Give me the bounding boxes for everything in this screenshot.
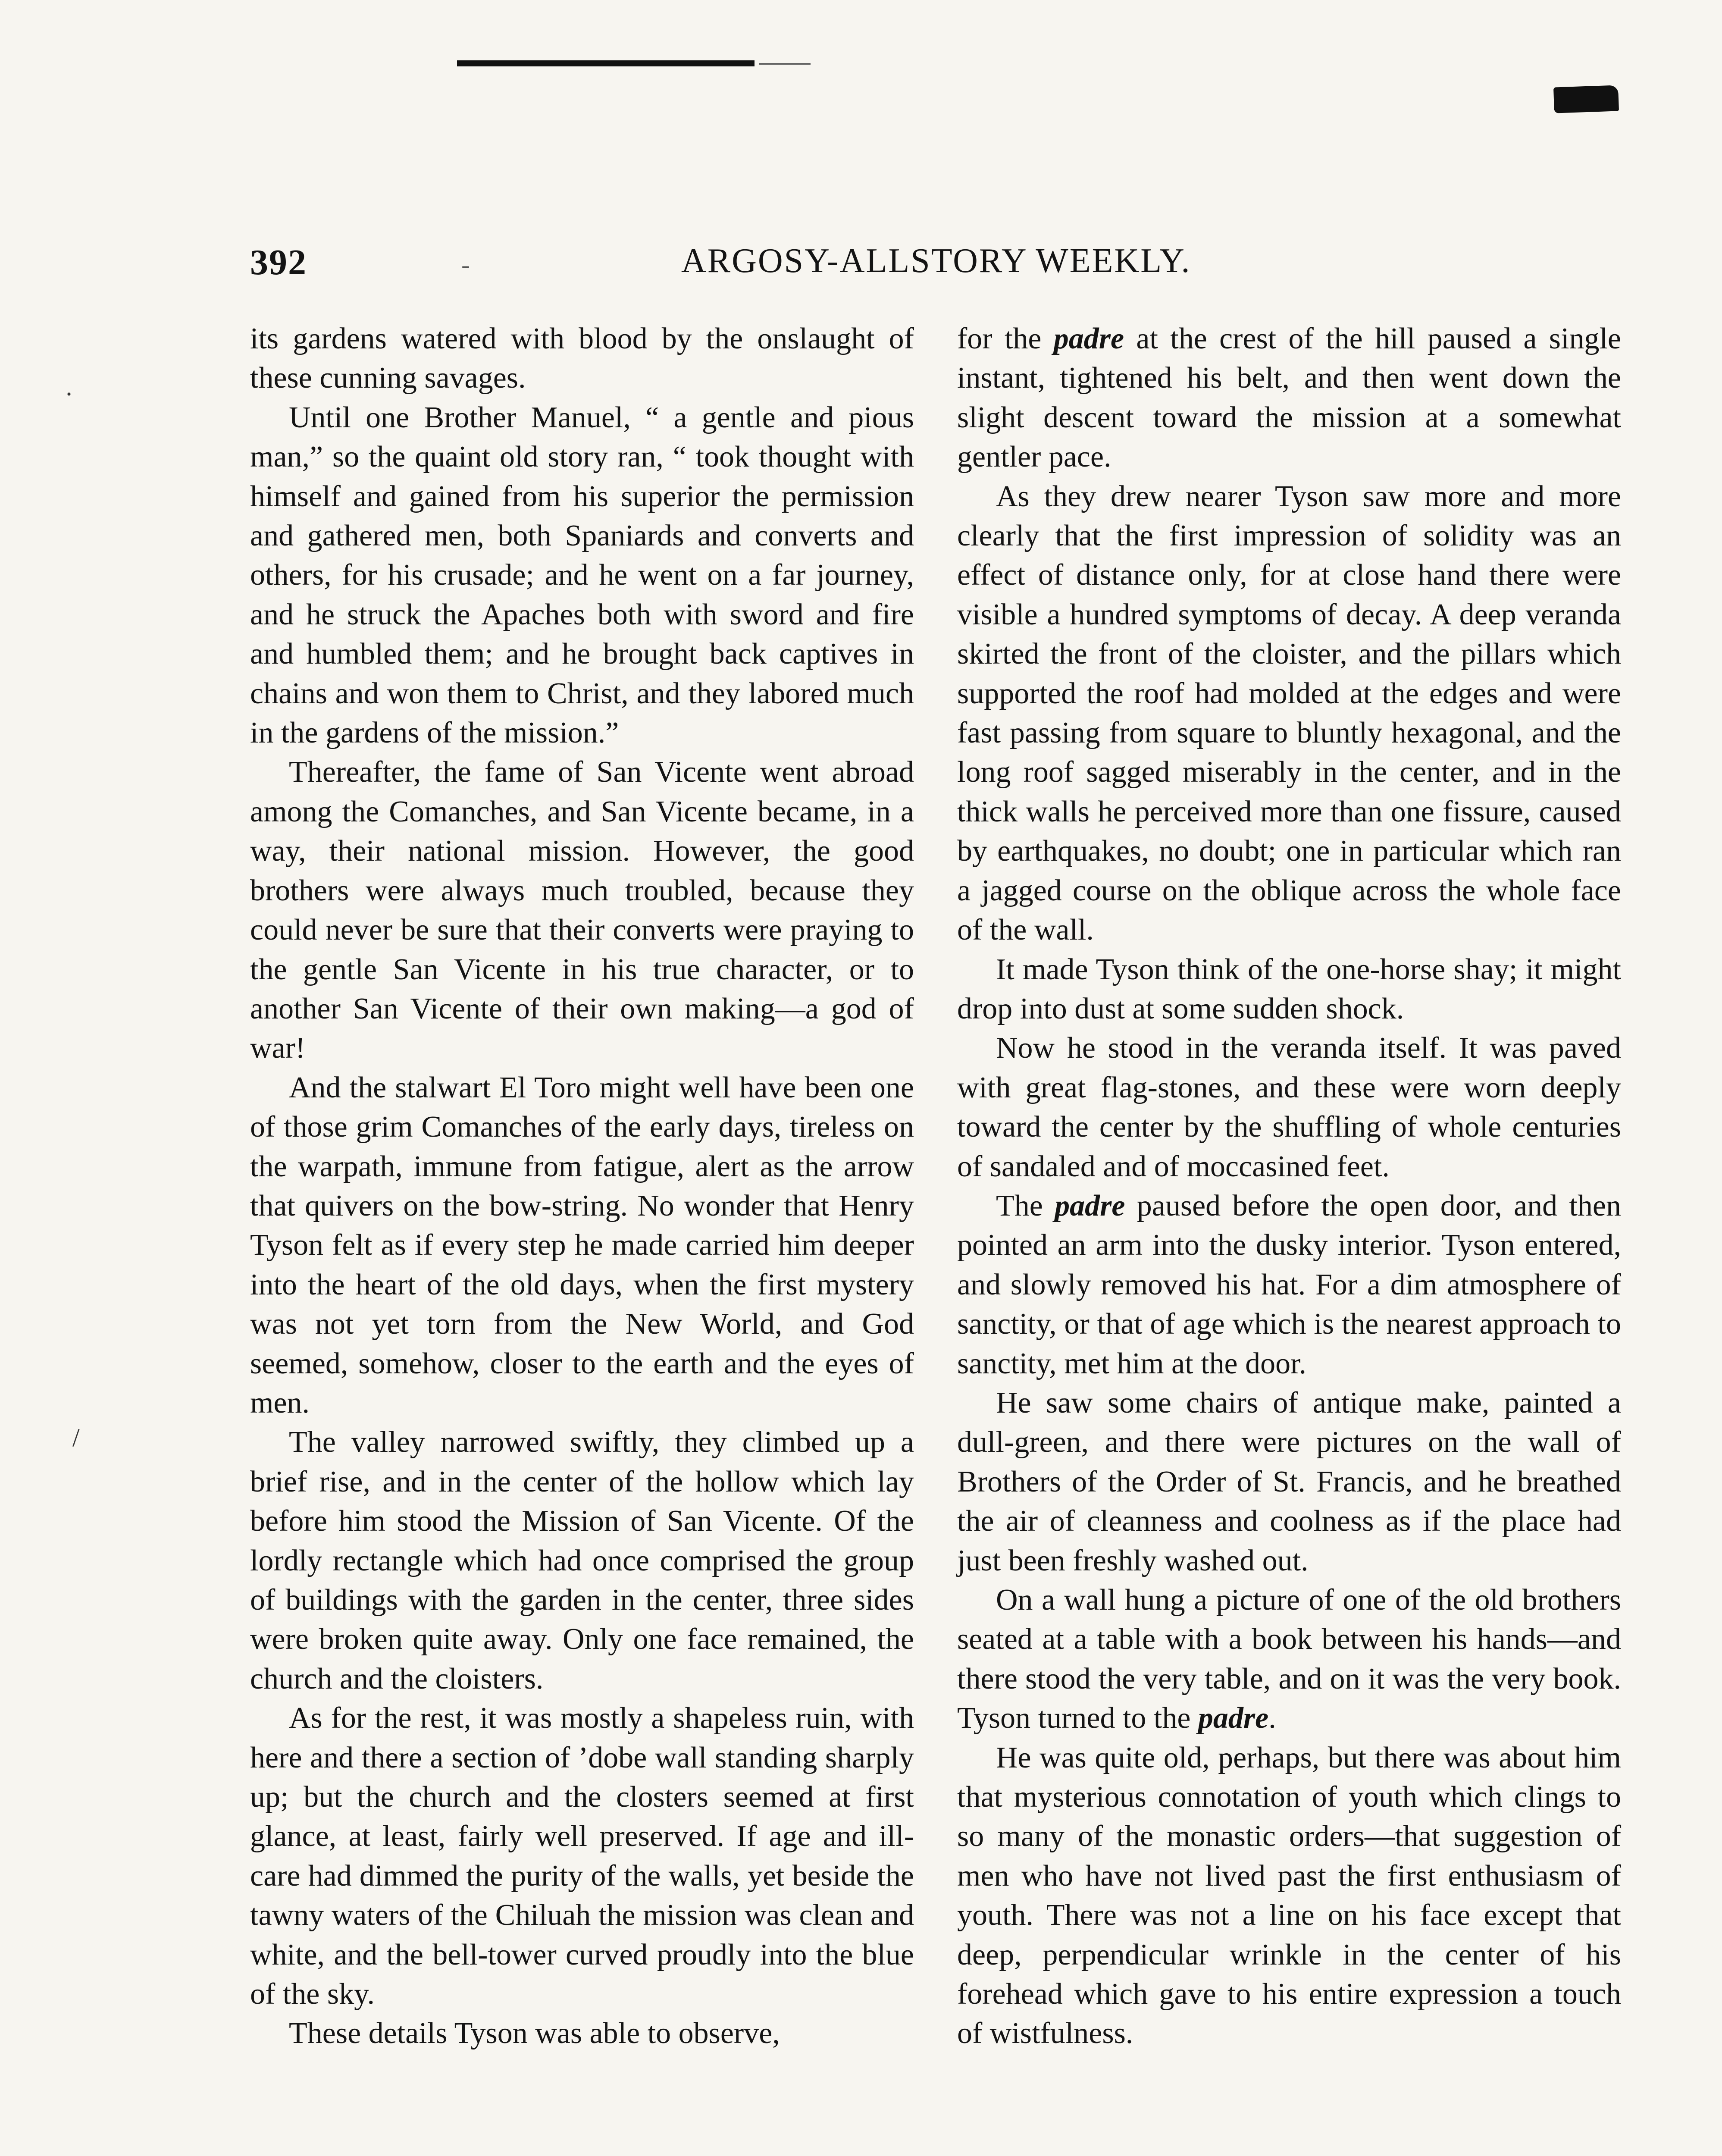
paragraph: The valley narrowed swiftly, they climbed up a brief rise, and in the center of the hollow which lay before him stood the Mission of San Vicente. Of the lordly rectangle which had once comprised the group of buildings with the garden in the center, three sides were broken quite away. Only one face remained, the church and the cloisters.	[250, 1426, 914, 1695]
paragraph: Thereafter, the fame of San Vicente went abroad among the Comanches, and San Vicente became, in a way, their national mission. However, the good brothers were always much troubled, because they could never be sure that their converts were praying to the gentle San Vicente in his true character, or to another San Vicente of their own making—a god of war!	[250, 755, 914, 1065]
paragraph: As for the rest, it was mostly a shapeless ruin, with here and there a section of ’dobe wall standing sharply up; but the church and the closters seemed at first glance, at least, fairly well preserved. If age and ill-care had dimmed the purity of the walls, yet beside the tawny waters of the Chiluah the mission was clean and white, and the bell-tower curved proudly into the blue of the sky.	[250, 1702, 914, 2011]
italic-word: padre	[1053, 322, 1124, 355]
paragraph: As they drew nearer Tyson saw more and more clearly that the first impression of solidity was an effect of distance only, for at close hand there were visible a hundred symptoms of decay. A deep veranda skirted the front of the cloister, and the pillars which supported the roof had molded at the edges and were fast passing from square to bluntly hexagonal, and the long roof sagged miserably in the center, and in the thick walls he perceived more than one fissure, caused by earthquakes, no doubt; one in particular which ran a jagged course on the oblique across the whole face of the wall.	[957, 479, 1621, 947]
paragraph: These details Tyson was able to observe,	[289, 2017, 780, 2050]
text-run: at the crest of the hill paused a single instant, tightened his belt, and then went down the slight descent toward the mission at a somewhat gentler pace.	[957, 322, 1621, 474]
text-run: The	[996, 1189, 1055, 1222]
paragraph: He was quite old, perhaps, but there was about him that mysterious connotation of youth which clings to so many of the monastic orders—that suggestion of men who have not lived past the first enthusiasm of youth. There was not a line on his face except that deep, perpendicular wrinkle in the center of his forehead which gave to his entire expression a touch of wistfulness.	[957, 1741, 1621, 2050]
left-text-column	[250, 319, 914, 2053]
paragraph: And the stalwart El Toro might well have been one of those grim Comanches of the early days, tireless on the warpath, immune from fatigue, alert as the arrow that quivers on the bow-string. No wonder that Henry Tyson felt as if every step he made carried him deeper into the heart of the old days, when the first mystery was not yet torn from the New World, and God seemed, somehow, closer to the earth and the eyes of men.	[250, 1071, 914, 1420]
paragraph	[957, 1580, 1621, 1738]
text-run: paused before the open door, and then pointed an arm into the dusky interior. Tyson entered, and slowly removed his hat. For a dim atmosphere of sanctity, or that of age which is the nearest approach to sanctity, met him at the door.	[957, 1189, 1622, 1380]
paragraph: It made Tyson think of the one-horse shay; it might drop into dust at some sudden shock.	[957, 953, 1621, 1025]
page-number: 392	[250, 242, 307, 282]
paragraph	[957, 1186, 1621, 1383]
margin-speck: /	[72, 1423, 80, 1452]
margin-speck: ·	[65, 380, 73, 408]
text-run: .	[1268, 1702, 1276, 1735]
paragraph: Until one Brother Manuel, “ a gentle and pious man,” so the quaint old story ran, “ took thought with himself and gained from his superior the permission and gathered men, both Spaniards and converts and others, for his crusade; and he went on a far journey, and he struck the Apaches both with sword and fire and humbled them; and he brought back captives in chains and won them to Christ, and they labored much in the gardens of the mission.”	[250, 401, 914, 750]
right-text-column	[957, 319, 1621, 2053]
continued-paragraph: its gardens watered with blood by the onslaught of these cunning savages.	[250, 322, 914, 395]
magazine-title: ARGOSY-ALLSTORY WEEKLY.	[681, 242, 1191, 280]
scan-artifact-mark	[1553, 85, 1619, 113]
paragraph: He saw some chairs of antique make, painted a dull-green, and there were pictures on the wall of Brothers of the Order of St. Francis, and he breathed the air of cleanness and coolness as if the place had just been freshly washed out.	[957, 1386, 1621, 1577]
text-run: On a wall hung a picture of one of the old brothers seated at a table with a book between his hands—and there stood the very table, and on it was the very book. Tyson turned to the	[957, 1583, 1621, 1735]
continued-paragraph	[957, 319, 1621, 477]
scan-artifact-line	[759, 63, 811, 65]
page-header	[250, 241, 1222, 293]
text-run: for the	[957, 322, 1054, 355]
italic-word: padre	[1055, 1189, 1125, 1222]
italic-word: padre	[1198, 1702, 1269, 1735]
paragraph: Now he stood in the veranda itself. It was paved with great flag-stones, and these were worn deeply toward the center by the shuffling of whole centuries of sandaled and of moccasined feet.	[957, 1031, 1621, 1183]
header-dash: -	[461, 251, 470, 279]
scan-artifact-line	[457, 60, 755, 66]
